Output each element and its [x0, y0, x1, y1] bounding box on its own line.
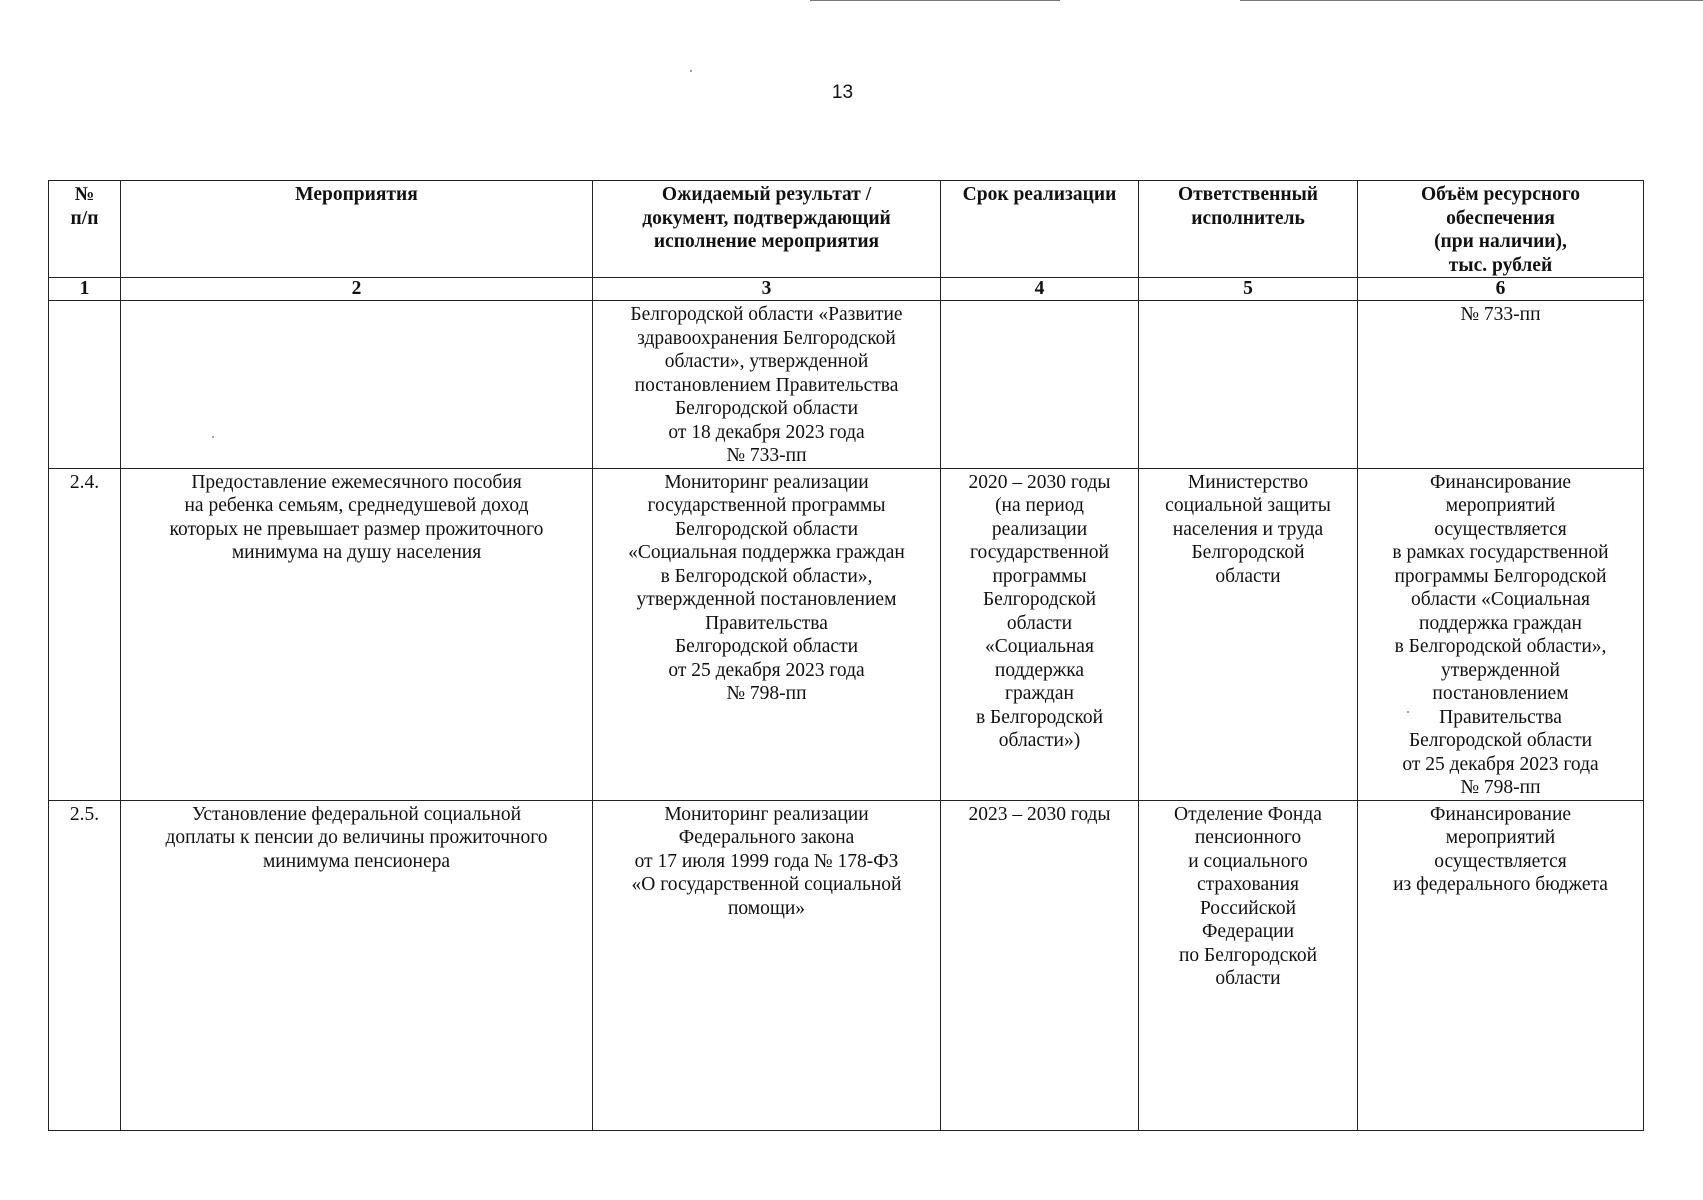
scan-speck [690, 70, 692, 72]
cell-funding: № 733-пп [1358, 301, 1644, 469]
scan-edge-line [1240, 0, 1703, 1]
table-row [49, 800, 1644, 1130]
cell-event: Установление федеральной социальной доплаты к пенсии до величины прожиточного минимума пенсионера [121, 800, 593, 1130]
column-number-row [49, 278, 1644, 301]
header-number: № п/п [49, 181, 121, 278]
cell-funding: Финансирование мероприятий осуществляется в рамках государственной программы Белгородской области «Социальная поддержка граждан в Белгородской области», утвержденной постановлением Правительства Белгородской области от 25 декабря 2023 года № 798-пп [1358, 468, 1644, 800]
table-row [49, 301, 1644, 469]
cell-executor: Отделение Фонда пенсионного и социального страхования Российской Федерации по Белгородской области [1139, 800, 1358, 1130]
cell-executor: Министерство социальной защиты населения и труда Белгородской области [1139, 468, 1358, 800]
cell-event [121, 301, 593, 469]
cell-number: 2.5. [49, 800, 121, 1130]
column-number: 2 [121, 278, 593, 301]
column-number: 5 [1139, 278, 1358, 301]
header-events: Мероприятия [121, 181, 593, 278]
cell-term: 2023 – 2030 годы [941, 800, 1139, 1130]
column-number: 3 [593, 278, 941, 301]
column-number: 6 [1358, 278, 1644, 301]
cell-result: Белгородской области «Развитие здравоохранения Белгородской области», утвержденной постановлением Правительства Белгородской области от 18 декабря 2023 года № 733-пп [593, 301, 941, 469]
cell-funding: Финансирование мероприятий осуществляется из федерального бюджета [1358, 800, 1644, 1130]
column-number: 1 [49, 278, 121, 301]
table-row [49, 468, 1644, 800]
cell-event: Предоставление ежемесячного пособия на ребенка семьям, среднедушевой доход которых не превышает размер прожиточного минимума на душу населения [121, 468, 593, 800]
cell-result: Мониторинг реализации Федерального закона от 17 июля 1999 года № 178-ФЗ «О государственной социальной помощи» [593, 800, 941, 1130]
header-funding: Объём ресурсного обеспечения (при наличии), тыс. рублей [1358, 181, 1644, 278]
header-executor: Ответственный исполнитель [1139, 181, 1358, 278]
column-number: 4 [941, 278, 1139, 301]
activities-table [48, 180, 1644, 1131]
cell-executor [1139, 301, 1358, 469]
cell-term [941, 301, 1139, 469]
header-expected-result: Ожидаемый результат / документ, подтверждающий исполнение мероприятия [593, 181, 941, 278]
scan-edge-line [810, 0, 1060, 1]
cell-number: 2.4. [49, 468, 121, 800]
page-number: 13 [831, 82, 854, 103]
header-term: Срок реализации [941, 181, 1139, 278]
cell-result: Мониторинг реализации государственной программы Белгородской области «Социальная поддержка граждан в Белгородской области», утвержденной постановлением Правительства Белгородской области от 25 декабря 2023 года № 798-пп [593, 468, 941, 800]
cell-number [49, 301, 121, 469]
cell-term: 2020 – 2030 годы (на период реализации государственной программы Белгородской области «Социальная поддержка граждан в Белгородской области») [941, 468, 1139, 800]
table-header-row [49, 181, 1644, 278]
